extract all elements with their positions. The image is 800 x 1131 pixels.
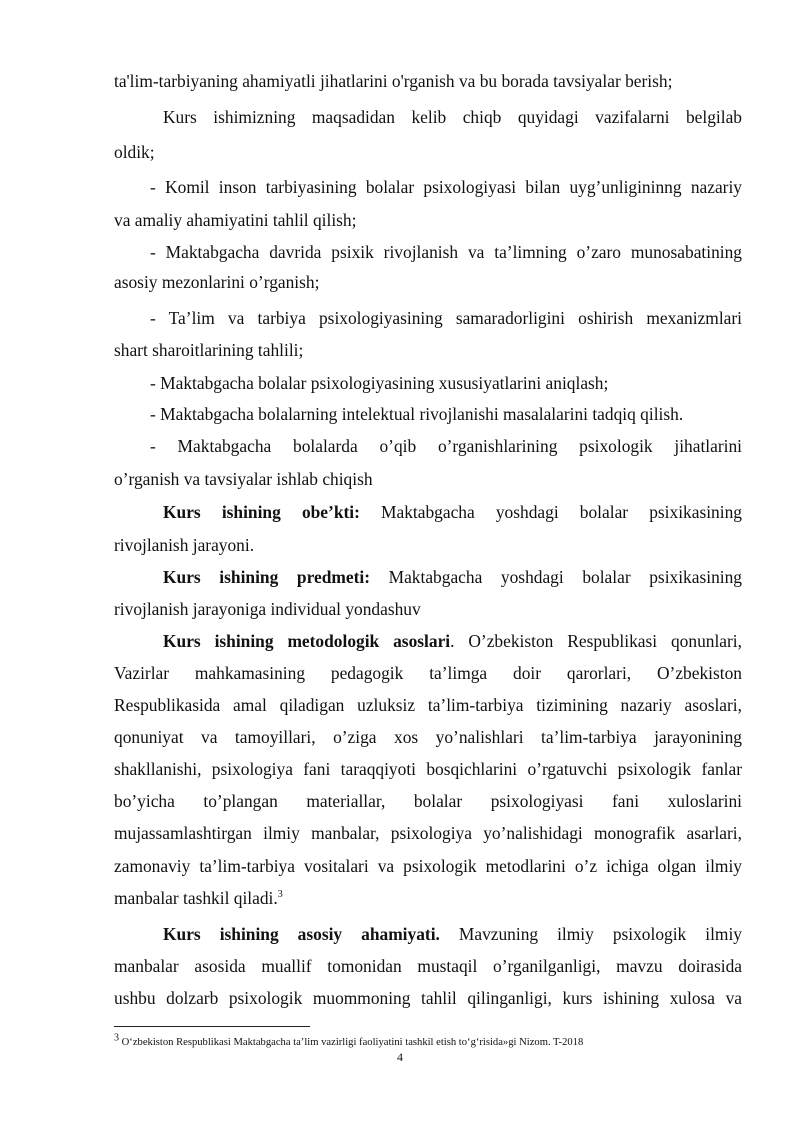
text-span: Mavzuning ilmiy psixologik ilmiy: [439, 924, 742, 944]
text-line: [114, 887, 742, 909]
heading-subject: Kurs ishining predmeti:: [163, 567, 370, 587]
text-line: bo’yicha to’plangan materiallar, bolalar psixologiyasi fani xuloslarini: [114, 791, 742, 811]
text-line: qonuniyat va tamoyillari, o’ziga xos yo’nalishlari ta’lim-tarbiya jarayonining: [114, 727, 742, 747]
footnote-reference: 3: [277, 889, 283, 901]
text-span: Maktabgacha yoshdagi bolalar psixikasining: [359, 502, 742, 522]
list-item: - Ta’lim va tarbiya psixologiyasining samaradorligini oshirish mexanizmlari: [150, 308, 742, 328]
text-span: . O’zbekiston Respublikasi qonunlari,: [450, 631, 742, 651]
text-line: o’rganish va tavsiyalar ishlab chiqish: [114, 469, 373, 489]
list-item: - Maktabgacha davrida psixik rivojlanish va ta’limning o’zaro munosabatining: [150, 242, 742, 262]
footnote-text: O‘zbekiston Respublikasi Maktabgacha ta’lim vazirligi faoliyatini tashkil etish to‘g‘risida»gi Nizom. T-2018: [119, 1037, 584, 1048]
text-line: zamonaviy ta’lim-tarbiya vositalari va psixologik metodlarini o’z ichiga olgan ilmiy: [114, 856, 742, 876]
text-line: [163, 501, 742, 523]
text-line: [163, 630, 742, 652]
text-line: oldik;: [114, 142, 155, 162]
text-line: manbalar asosida muallif tomonidan mustaqil o’rganilganligi, mavzu doirasida: [114, 956, 742, 976]
list-item: - Maktabgacha bolalarda o’qib o’rganishlarining psixologik jihatlarini: [150, 436, 742, 456]
text-line: shart sharoitlarining tahlili;: [114, 340, 304, 360]
heading-methodology: Kurs ishining metodologik asoslari: [163, 631, 451, 651]
page-number: 4: [397, 1050, 403, 1064]
text-line: [163, 566, 742, 588]
text-line: mujassamlashtirgan ilmiy manbalar, psixologiya yo’nalishidagi monografik asarlari,: [114, 823, 742, 843]
list-item: - Maktabgacha bolalar psixologiyasining xususiyatlarini aniqlash;: [150, 373, 609, 393]
text-line: Vazirlar mahkamasining pedagogik ta’limga doir qarorlari, O’zbekiston: [114, 663, 742, 683]
footnote-mark: 3: [114, 1032, 119, 1044]
text-line: Respublikasida amal qiladigan uzluksiz ta’lim-tarbiya tizimining nazariy asoslari,: [114, 695, 742, 715]
text-span: Maktabgacha yoshdagi bolalar psixikasining: [370, 567, 742, 587]
text-line: va amaliy ahamiyatini tahlil qilish;: [114, 210, 357, 230]
footnote-separator: [114, 1026, 310, 1027]
text-line: rivojlanish jarayoni.: [114, 535, 255, 555]
list-item: - Komil inson tarbiyasining bolalar psixologiyasi bilan uyg’unligininng nazariy: [150, 177, 742, 197]
text-line: ta'lim-tarbiyaning ahamiyatli jihatlarini o'rganish va bu borada tavsiyalar berish;: [114, 71, 673, 91]
text-span: manbalar tashkil qiladi.: [114, 888, 278, 908]
text-line: ushbu dolzarb psixologik muommoning tahlil qilinganligi, kurs ishining xulosa va: [114, 988, 742, 1008]
list-item: - Maktabgacha bolalarning intelektual rivojlanishi masalalarini tadqiq qilish.: [150, 404, 684, 424]
text-line: asosiy mezonlarini o’rganish;: [114, 272, 320, 292]
text-line: shakllanishi, psixologiya fani taraqqiyoti bosqichlarini o’rgatuvchi psixologik fanlar: [114, 759, 742, 779]
heading-object: Kurs ishining obe’kti:: [163, 502, 360, 522]
heading-importance: Kurs ishining asosiy ahamiyati.: [163, 924, 440, 944]
text-line: rivojlanish jarayoniga individual yondashuv: [114, 599, 421, 619]
text-line: [163, 923, 742, 945]
text-line: Kurs ishimizning maqsadidan kelib chiqb quyidagi vazifalarni belgilab: [163, 107, 742, 127]
footnote: [114, 1032, 584, 1049]
